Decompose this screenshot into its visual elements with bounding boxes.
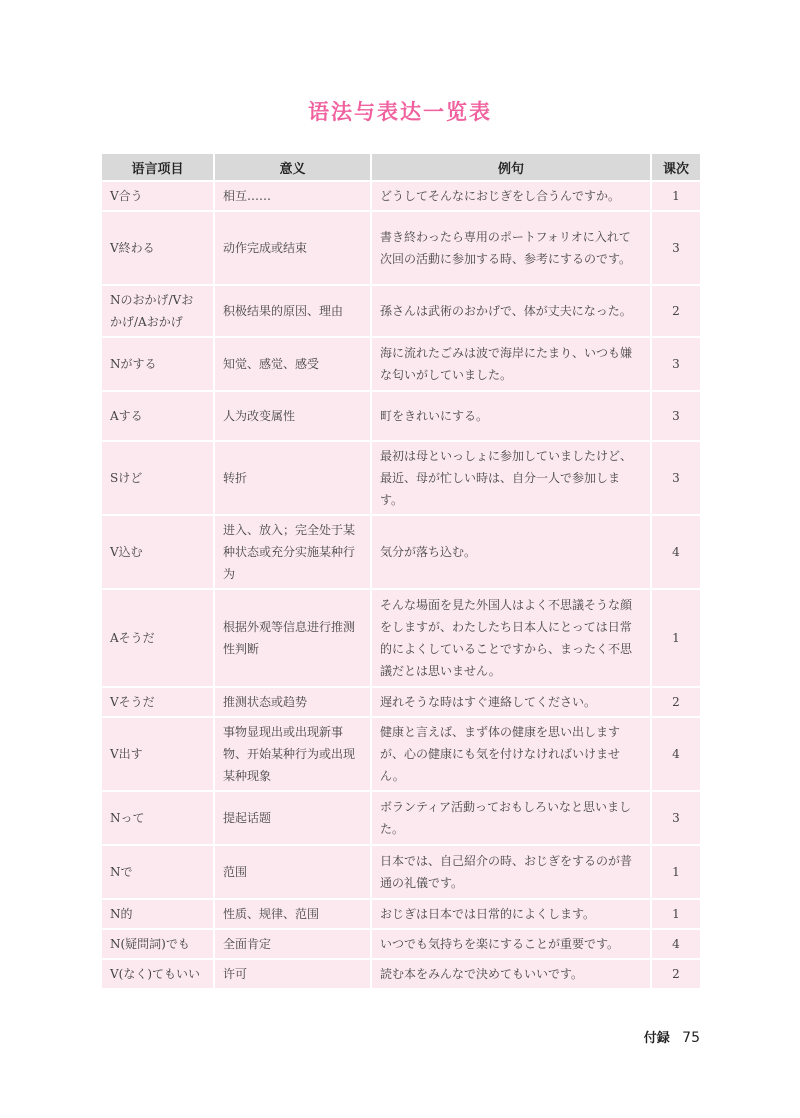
cell-example: 気分が落ち込む。 [372,516,650,588]
header-meaning: 意义 [215,154,370,180]
cell-item: V合う [102,182,213,210]
cell-meaning: 进入、放入；完全处于某种状态或充分实施某种行为 [215,516,370,588]
cell-lesson: 1 [652,182,700,210]
cell-lesson: 2 [652,688,700,716]
cell-lesson: 4 [652,718,700,790]
cell-example: 読む本をみんなで決めてもいいです。 [372,960,650,988]
table-row [102,590,700,686]
table-header-row [102,154,700,180]
table-row [102,516,700,588]
page-footer [644,1027,700,1046]
cell-meaning: 转折 [215,442,370,514]
cell-lesson: 3 [652,338,700,390]
table-row [102,182,700,210]
cell-meaning: 推测状态或趋势 [215,688,370,716]
cell-lesson: 4 [652,516,700,588]
cell-lesson: 3 [652,792,700,844]
cell-example: いつでも気持ちを楽にすることが重要です。 [372,930,650,958]
cell-meaning: 事物显现出或出现新事物、开始某种行为或出现某种现象 [215,718,370,790]
cell-meaning: 知觉、感觉、感受 [215,338,370,390]
cell-lesson: 1 [652,590,700,686]
cell-meaning: 积极结果的原因、理由 [215,286,370,336]
cell-item: V終わる [102,212,213,284]
cell-item: N(疑問詞)でも [102,930,213,958]
cell-meaning: 相互…… [215,182,370,210]
cell-example: そんな場面を見た外国人はよく不思議そうな顔をしますが、わたしたち日本人にとっては日常的によくしていることですから、まったく不思議だとは思いません。 [372,590,650,686]
cell-lesson: 2 [652,286,700,336]
page-number: 75 [682,1030,700,1046]
cell-meaning: 人为改变属性 [215,392,370,440]
cell-meaning: 根据外观等信息进行推测性判断 [215,590,370,686]
table-row [102,718,700,790]
table-row [102,846,700,898]
table-row [102,338,700,390]
cell-item: Vそうだ [102,688,213,716]
header-lesson: 课次 [652,154,700,180]
cell-item: Nのおかげ/Vおかげ/Aおかげ [102,286,213,336]
cell-example: 健康と言えば、まず体の健康を思い出しますが、心の健康にも気を付けなければいけません。 [372,718,650,790]
table-row [102,930,700,958]
cell-lesson: 1 [652,900,700,928]
cell-example: おじぎは日本では日常的によくします。 [372,900,650,928]
cell-example: 書き終わったら専用のポートフォリオに入れて次回の活動に参加する時、参考にするのです。 [372,212,650,284]
cell-example: どうしてそんなにおじぎをし合うんですか。 [372,182,650,210]
cell-lesson: 3 [652,212,700,284]
table-row [102,900,700,928]
table-row [102,960,700,988]
header-example: 例句 [372,154,650,180]
table-row [102,442,700,514]
table-row [102,688,700,716]
cell-example: 孫さんは武術のおかげで、体が丈夫になった。 [372,286,650,336]
cell-item: V出す [102,718,213,790]
cell-lesson: 2 [652,960,700,988]
cell-item: V(なく)てもいい [102,960,213,988]
table-row [102,286,700,336]
cell-meaning: 许可 [215,960,370,988]
cell-meaning: 动作完成或结束 [215,212,370,284]
cell-example: 遅れそうな時はすぐ連絡してください。 [372,688,650,716]
cell-lesson: 3 [652,442,700,514]
cell-meaning: 全面肯定 [215,930,370,958]
cell-item: Nって [102,792,213,844]
cell-meaning: 提起话题 [215,792,370,844]
cell-example: ボランティア活動っておもしろいなと思いました。 [372,792,650,844]
cell-lesson: 4 [652,930,700,958]
cell-item: Nで [102,846,213,898]
page-title: 语法与表达一览表 [308,100,492,124]
cell-meaning: 范围 [215,846,370,898]
cell-meaning: 性质、规律、范围 [215,900,370,928]
cell-item: Aそうだ [102,590,213,686]
grammar-table [100,152,702,990]
table-row [102,392,700,440]
appendix-label: 付録 [643,1031,670,1046]
cell-example: 日本では、自己紹介の時、おじぎをするのが普通の礼儀です。 [372,846,650,898]
cell-example: 海に流れたごみは波で海岸にたまり、いつも嫌な匂いがしていました。 [372,338,650,390]
cell-item: Sけど [102,442,213,514]
cell-lesson: 3 [652,392,700,440]
cell-item: Nがする [102,338,213,390]
cell-item: V込む [102,516,213,588]
header-item: 语言项目 [102,154,213,180]
cell-item: Aする [102,392,213,440]
cell-lesson: 1 [652,846,700,898]
cell-example: 町をきれいにする。 [372,392,650,440]
table-row [102,792,700,844]
table-row [102,212,700,284]
cell-item: N的 [102,900,213,928]
cell-example: 最初は母といっしょに参加していましたけど、最近、母が忙しい時は、自分一人で参加します。 [372,442,650,514]
